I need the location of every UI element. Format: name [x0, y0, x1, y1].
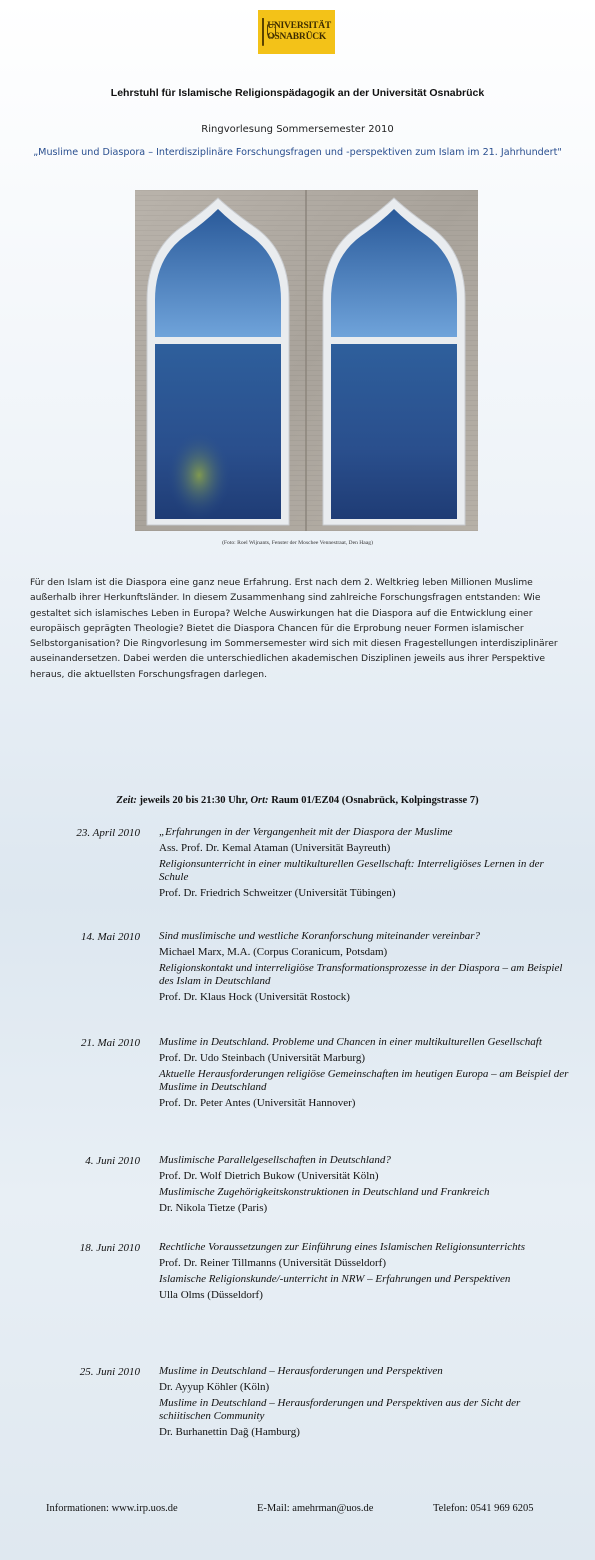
talk-title: Muslimische Zugehörigkeitskonstruktionen in Deutschland und Frankreich [159, 1186, 490, 1198]
talk-title: Sind muslimische und westliche Koranforschung miteinander vereinbar? [159, 930, 481, 942]
talk-title: Muslimische Parallelgesellschaften in Deutschland? [159, 1154, 391, 1166]
photo-caption: (Foto: Roel Wijnants, Fenster der Moschee Vennestraat, Den Haag) [222, 540, 373, 546]
talk-speaker: Prof. Dr. Klaus Hock (Universität Rostock) [159, 991, 350, 1003]
talk-speaker: Michael Marx, M.A. (Corpus Coranicum, Potsdam) [159, 946, 388, 958]
right-window [323, 198, 465, 525]
session-date: 14. Mai 2010 [81, 931, 140, 943]
talk-speaker: Dr. Burhanettin Dağ (Hamburg) [159, 1426, 300, 1438]
session [40, 1036, 570, 1154]
footer-info: Informationen: www.irp.uos.de [46, 1503, 178, 1514]
talk-title: Muslime in Deutschland – Herausforderungen und Perspektiven aus der Sicht der schiitischen Community [159, 1397, 521, 1422]
session-date: 18. Juni 2010 [79, 1242, 140, 1254]
talk-speaker: Prof. Dr. Peter Antes (Universität Hannover) [159, 1097, 356, 1109]
talk-title: Rechtliche Voraussetzungen zur Einführung eines Islamischen Religionsunterrichts [159, 1241, 526, 1253]
series-theme: „Muslime und Diaspora – Interdisziplinäre Forschungsfragen und -perspektiven zum Islam im 21. Jahrhundert" [33, 147, 562, 158]
mosque-windows-drawing [135, 190, 478, 531]
logo-line-2: OSNABRÜCK [267, 32, 327, 42]
left-window [147, 198, 289, 525]
session [40, 826, 570, 930]
mosque-windows-photo [135, 190, 478, 531]
session [40, 1154, 570, 1241]
time-label: Zeit: [116, 795, 137, 806]
intro-paragraph: Für den Islam ist die Diaspora eine ganz neue Erfahrung. Erst nach dem 2. Weltkrieg leben Millionen Muslime außerhalb ihrer Herkunftsländer. In diesem Zusammenhang sind zahlreiche Forschungsfragen entstanden: Wie gestaltet sich islamisches Leben in Europa? Welche Auswirkungen hat die Diaspora auf die Entwicklung einer europäisch geprägten Theologie? Bietet die Diaspora Chancen für die Erprobung neuer Formen islamischer Selbstorganisation? Die Ringvorlesung im Sommersemester wird sich mit diesen Fragestellungen interdisziplinärer auseinandersetzen. Dabei werden die unterschiedlichen akademischen Disziplinen jeweils aus ihrer Perspektive heraus, die aktuellsten Forschungsfragen darlegen. [30, 577, 558, 680]
footer-email: E-Mail: amehrman@uos.de [257, 1503, 374, 1514]
talk-title: Muslime in Deutschland. Probleme und Chancen in einer multikulturellen Gesellschaft [159, 1036, 542, 1048]
talk-speaker: Dr. Nikola Tietze (Paris) [159, 1202, 268, 1214]
chair-title: Lehrstuhl für Islamische Religionspädagogik an der Universität Osnabrück [110, 87, 485, 99]
footer-phone: Telefon: 0541 969 6205 [433, 1503, 534, 1514]
logo-line-1: UNIVERSITÄT [267, 21, 331, 31]
talk-title: Religionsunterricht in einer multikulturellen Gesellschaft: Interreligiöses Lernen in der Schule [159, 858, 544, 883]
talk-speaker: Ass. Prof. Dr. Kemal Ataman (Universität Bayreuth) [159, 842, 391, 854]
talk-speaker: Prof. Dr. Udo Steinbach (Universität Marburg) [159, 1052, 366, 1064]
session-list [40, 826, 570, 1455]
talk-title: Islamische Religionskunde/-unterricht in NRW – Erfahrungen und Perspektiven [159, 1273, 511, 1285]
university-seal-icon [262, 18, 264, 46]
talk-title: Religionskontakt und interreligiöse Transformationsprozesse in der Diaspora – am Beispiel des Islam in Deutschland [159, 962, 563, 987]
talk-speaker: Prof. Dr. Friedrich Schweitzer (Universität Tübingen) [159, 887, 396, 899]
talk-speaker: Ulla Olms (Düsseldorf) [159, 1289, 263, 1301]
talk-speaker: Dr. Ayyup Köhler (Köln) [159, 1381, 270, 1393]
series-title: Ringvorlesung Sommersemester 2010 [201, 124, 394, 135]
talk-speaker: Prof. Dr. Wolf Dietrich Bukow (Universität Köln) [159, 1170, 379, 1182]
place-value: Raum 01/EZ04 (Osnabrück, Kolpingstrasse 7) [271, 795, 479, 806]
talk-title: Muslime in Deutschland – Herausforderungen und Perspektiven [159, 1365, 443, 1377]
session [40, 1365, 570, 1455]
talk-title: Aktuelle Herausforderungen religiöse Gemeinschaften im heutigen Europa – am Beispiel der Muslime in Deutschland [159, 1068, 569, 1093]
university-logo [258, 10, 335, 54]
session-date: 21. Mai 2010 [81, 1037, 140, 1049]
session-date: 23. April 2010 [76, 827, 140, 839]
talk-speaker: Prof. Dr. Reiner Tillmanns (Universität Düsseldorf) [159, 1257, 387, 1269]
session [40, 1241, 570, 1365]
session-date: 4. Juni 2010 [85, 1155, 140, 1167]
time-value: jeweils 20 bis 21:30 Uhr, [139, 795, 248, 806]
session [40, 930, 570, 1036]
place-label: Ort: [250, 795, 269, 806]
session-date: 25. Juni 2010 [79, 1366, 140, 1378]
talk-title: „Erfahrungen in der Vergangenheit mit der Diaspora der Muslime [159, 826, 453, 838]
logo-text [267, 21, 331, 43]
time-place-line [0, 795, 595, 806]
